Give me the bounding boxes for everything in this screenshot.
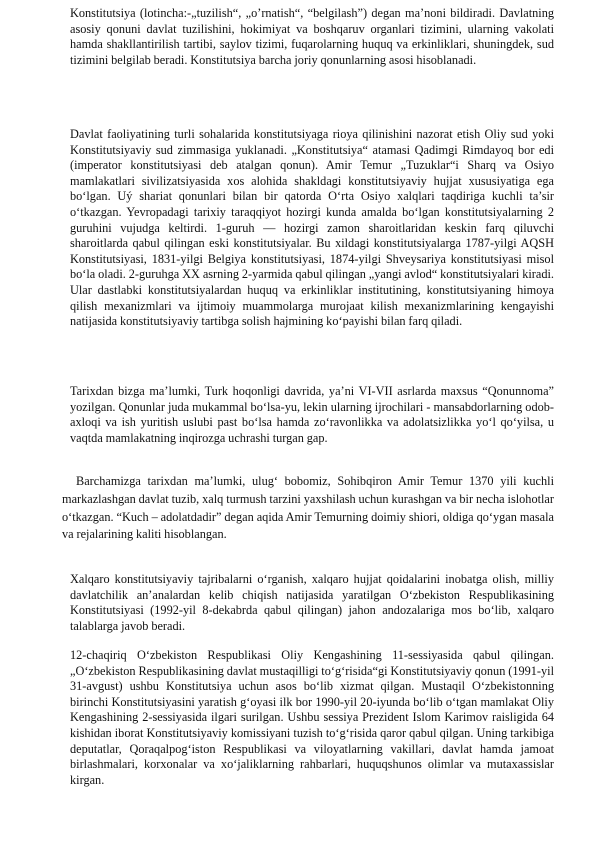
paragraph-konstitutsiya-history: Davlat faoliyatining turli sohalarida konstitutsiyaga rioya qilinishini nazorat etish Oliy sud yoki Konstitutsiyaviy sud zimmasiga yuklanadi. „Konstitutsiya“ atamasi Qadimgi Rimdayoq bor edi (imperator konstitutsiyasi deb atalgan qonun). Amir Temur „Tuzuklar“i Sharq va Osiyo mamlakatlari sivilizatsiyasida xos alohida shakldagi konstitutsiyaviy hujjat xususiyatiga ega bo‘lgan. Uý shariat qonunlari bilan bir qatorda O‘rta Osiyo xalqlari taqdiriga kuchli ta’sir o‘tkazgan. Yevropadagi tarixiy taraqqiyot hozirgi kunda amalda bo‘lgan konstitutsiyalarning 2 guruhini vujudga keltirdi. 1-guruh — hozirgi zamon sharoitlaridan keskin farq qiluvchi sharoitlarda qabul qilingan eski konstitutsiyalar. Bu xildagi konstitutsiyalarga 1787-yilgi AQSH Konstitutsiyasi, 1831-yilgi Belgiya konstitutsiyasi, 1874-yilgi Shveysariya konstitutsiyasi misol bo‘la oladi. 2-guruhga XX asrning 2-yarmida qabul qilingan „yangi avlod“ konstitutsiyalari kiradi. Ular dastlabki konstitutsiyalardan huquq va erkinliklar institutining, konstitutsiyaning himoya qilish mexanizmlari va ijtimoiy muammolarga murojaat kilish mexanizmlarining kengayishi natijasida konstitutsiyaviy tartibga solish hajmining ko‘payishi bilan farq qiladi. [70,127,554,329]
paragraph-turk-hoqonligi: Tarixdan bizga ma’lumki, Turk hoqonligi davrida, ya’ni VI-VII asrlarda maxsus “Qonunnoma” yozilgan. Qonunlar juda mukammal bo‘lsa-yu, lekin ularning ijrochilari - mansabdorlarning odob-axloqi va ish yuritish uslubi past bo‘lsa hamda zo‘ravonlikka va adolatsizlikka yo‘l qo‘yilsa, u vaqtda mamlakatning inqirozga uchrashi turgan gap. [70,384,554,445]
paragraph-amir-temur: Barchamizga tarixdan ma’lumki, ulug‘ bobomiz, Sohibqiron Amir Temur 1370 yili kuchli markazlashgan davlat tuzib, xalq turmush tarzini yaxshilash uchun kurashgan va bir necha islohotlar o‘tkazgan. “Kuch – adolatdadir” degan aqida Amir Temurning doimiy shiori, oldiga qo‘ygan masala va rejalarining kaliti hisoblangan. [62,474,554,542]
paragraph-konstitutsiya-definition: Konstitutsiya (lotincha:-„tuzilish“, „o’rnatish“, “belgilash”) degan ma’noni bildiradi. Davlatning asosiy qonuni davlat tuzilishini, hokimiyat va boshqaruv organlari tizimini, ularning vakolati hamda shakllantirilish tartibi, saylov tizimi, fuqarolarning huquq va erkinliklari, shuningdek, sud tizimini belgilab beradi. Konstitutsiya barcha joriy qonunlarning asosi hisoblanadi. [70,6,554,67]
paragraph-oliy-kengash: 12-chaqiriq O‘zbekiston Respublikasi Oliy Kengashining 11-sessiyasida qabul qilingan. „O‘zbekiston Respublikasining davlat mustaqilligi to‘g‘risida“gi Konstitutsiyaviy qonun (1991-yil 31-avgust) ushbu Konstitutsiya uchun asos bo‘lib xizmat qilgan. Mustaqil O‘zbekistonning birinchi Konstitutsiyasini yaratish g‘oyasi ilk bor 1990-yil 20-iyunda bo‘lib o‘tgan mamlakat Oliy Kengashining 2-sessiyasida ilgari surilgan. Ushbu sessiya Prezident Islom Karimov raisligida 64 kishidan iborat Konstitutsiyaviy komissiyani tuzish to‘g‘risida qaror qabul qilgan. Uning tarkibiga deputatlar, Qoraqalpog‘iston Respublikasi va viloyatlarning vakillari, davlat hamda jamoat birlashmalari, korxonalar va xo‘jaliklarning rahbarlari, huquqshunos olimlar va mutaxassislar kirgan. [70,648,554,787]
paragraph-xalqaro-tajriba: Xalqaro konstitutsiyaviy tajribalarni o‘rganish, xalqaro hujjat qoidalarini inobatga olish, milliy davlatchilik an’analardan kelib chiqish natijasida yaratilgan O‘zbekiston Respublikasining Konstitutsiyasi (1992-yil 8-dekabrda qabul qilingan) jahon andozalariga mos bo‘lib, xalqaro talablarga javob beradi. [70,572,554,633]
